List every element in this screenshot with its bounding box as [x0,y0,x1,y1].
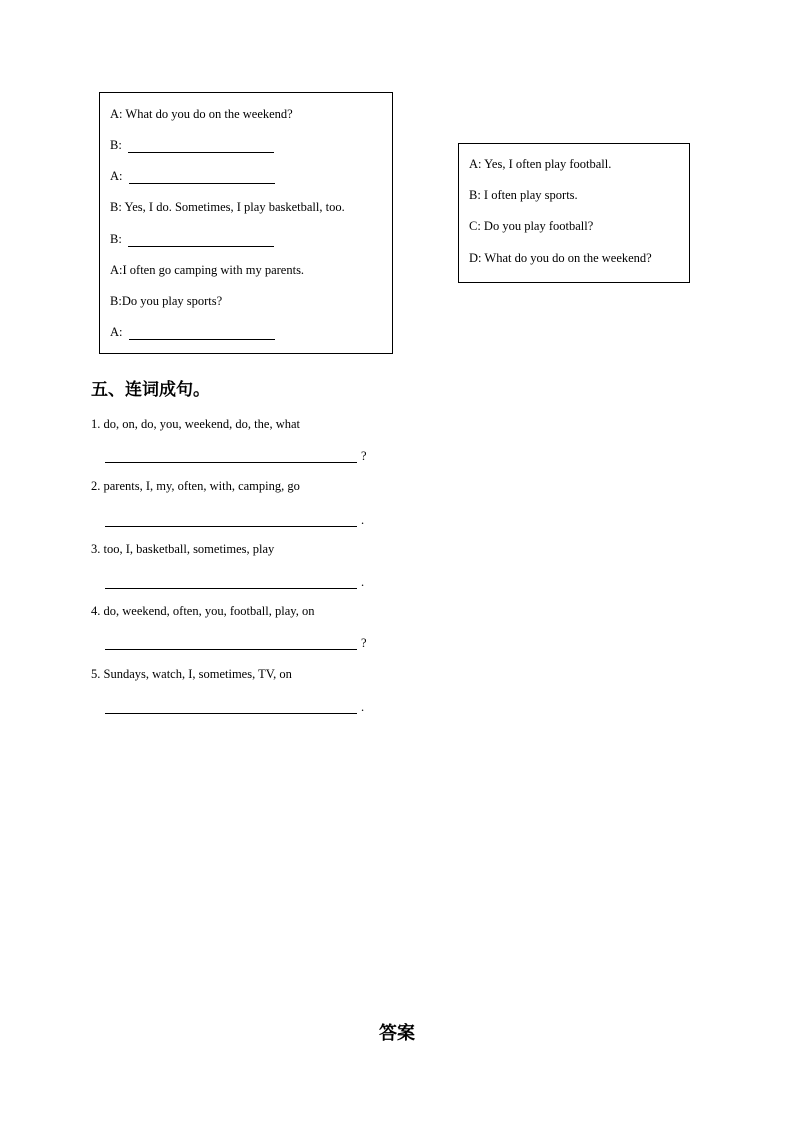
question-answer-4 [105,635,367,651]
speaker-label: A: [110,263,123,277]
dialogue-line-7 [110,294,222,309]
answer-line[interactable] [105,448,357,463]
dialogue-line-1 [110,107,293,122]
dialogue-text: Yes, I do. Sometimes, I play basketball, too. [124,200,345,214]
end-punctuation: ? [361,636,367,650]
speaker-label: A: [110,169,123,183]
question-prompt-2: 2. parents, I, my, often, with, camping, go [91,479,300,493]
dialogue-text: I often go camping with my parents. [122,263,305,277]
dialogue-line-5 [110,232,274,247]
dialogue-line-8 [110,325,275,340]
section-title: 五、连词成句。 [91,380,210,400]
option-b: B: I often play sports. [469,188,578,202]
dialogue-text: What do you do on the weekend? [125,107,293,121]
end-punctuation: . [361,513,365,527]
question-prompt-4: 4. do, weekend, often, you, football, play, on [91,604,315,618]
question-answer-1 [105,448,367,464]
speaker-label: B: [110,294,122,308]
answer-heading: 答案 [379,1023,415,1044]
option-a: A: Yes, I often play football. [469,157,612,171]
answer-blank[interactable] [128,232,274,247]
dialogue-line-6 [110,263,304,278]
speaker-label: B: [110,138,122,152]
answer-line[interactable] [105,574,357,589]
option-c: C: Do you play football? [469,219,594,233]
question-prompt-5: 5. Sundays, watch, I, sometimes, TV, on [91,667,292,681]
answer-blank[interactable] [129,325,275,340]
end-punctuation: ? [361,449,367,463]
speaker-label: B: [110,200,122,214]
question-answer-5 [105,699,364,715]
speaker-label: A: [110,325,123,339]
dialogue-line-4 [110,200,345,215]
question-prompt-1: 1. do, on, do, you, weekend, do, the, what [91,417,300,431]
question-answer-2 [105,512,364,528]
dialogue-line-3 [110,169,275,184]
answer-line[interactable] [105,699,357,714]
answer-line[interactable] [105,512,357,527]
dialogue-text: Do you play sports? [121,294,223,308]
dialogue-line-2 [110,138,274,153]
question-answer-3 [105,574,364,590]
answer-line[interactable] [105,635,357,650]
end-punctuation: . [361,575,365,589]
question-prompt-3: 3. too, I, basketball, sometimes, play [91,542,275,556]
speaker-label: A: [110,107,123,121]
answer-blank[interactable] [129,169,275,184]
options-box [458,143,690,283]
answer-blank[interactable] [128,138,274,153]
speaker-label: B: [110,232,122,246]
option-d: D: What do you do on the weekend? [469,251,652,265]
dialogue-box [99,92,393,354]
end-punctuation: . [361,700,365,714]
